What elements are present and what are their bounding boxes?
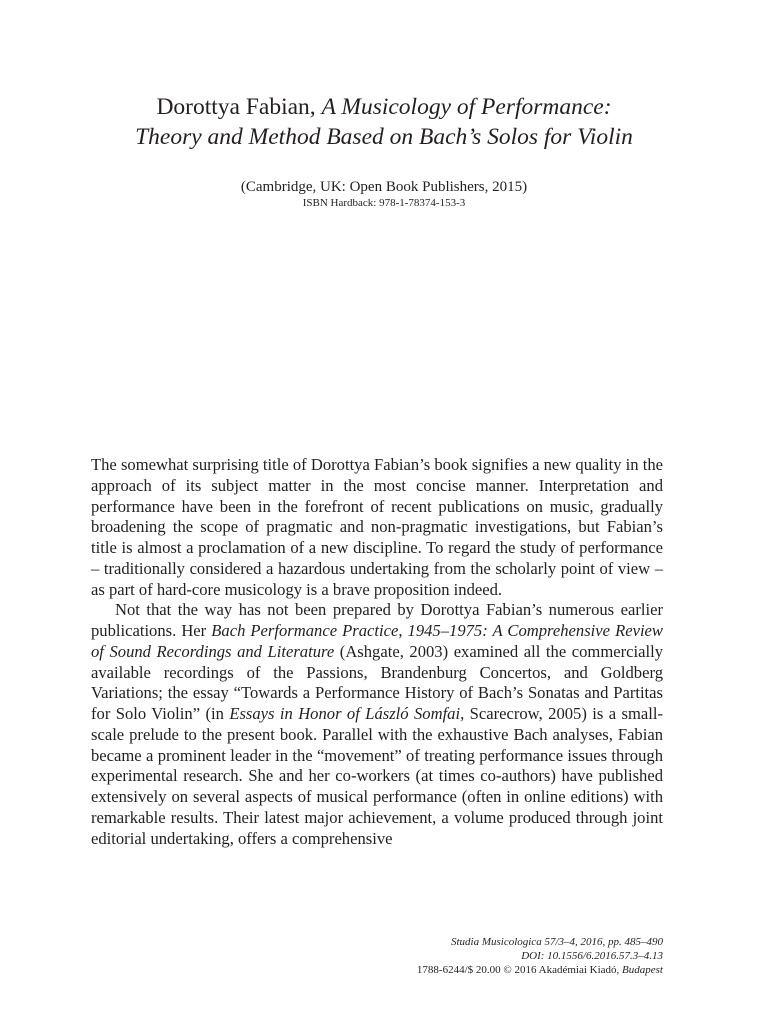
book-title-italic-1: Bach Performance Practice, 1945–1975: A Comprehensive Review of Sound Recordings and Literature: [91, 621, 663, 661]
paragraph-2-text-a: Not that the way has not been prepared by Dorottya Fabian’s numerous earlier publications. Her: [91, 600, 663, 640]
doi-line: DOI: 10.1556/6.2016.57.3–4.13: [521, 950, 663, 962]
book-title-italic-2: Essays in Honor of László Somfai: [229, 704, 461, 723]
citation-footer: [417, 935, 663, 977]
journal-citation: Studia Musicologica 57/3–4, 2016, pp. 485–490: [450, 936, 663, 948]
title-line-2: [40, 122, 728, 152]
copyright-line: [417, 963, 663, 977]
paragraph-2-text-b: (Ashgate, 2003) examined all the commercially available recordings of the Passions, Brandenburg Concertos, and Goldberg Variations; the essay “Towards a Performance History of Bach’s Sonatas and Partitas for Solo Violin” (in: [91, 641, 663, 723]
author-name: Dorottya Fabian,: [156, 94, 316, 120]
title-line-1: [40, 92, 728, 122]
publisher-city: Budapest: [622, 964, 663, 976]
paragraph-2: [91, 600, 663, 849]
review-body: [91, 455, 663, 849]
publisher-info: (Cambridge, UK: Open Book Publishers, 2015): [240, 179, 528, 195]
paragraph-1: The somewhat surprising title of Dorottya Fabian’s book signifies a new quality in the approach of its subject matter in the most concise manner. Interpretation and performance have been in the forefront of recent publications on music, gradually broadening the scope of pragmatic and non-pragmatic investigations, but Fabian’s title is almost a proclamation of a new discipline. To regard the study of performance – traditionally considered a hazardous undertaking from the scholarly point of view – as part of hard-core musicology is a brave proposition indeed.: [91, 455, 663, 599]
paragraph-2-text-c: , Scarecrow, 2005) is a small-scale prelude to the present book. Parallel with the exhaustive Bach analyses, Fabian became a prominent leader in the “movement” of treating performance issues through experimental research. She and her co-workers (at times co-authors) have published extensively on several aspects of musical performance (often in online editions) with remarkable results. Their latest major achievement, a volume produced through joint editorial undertaking, offers a comprehensive: [91, 704, 663, 848]
book-title-part1: A Musicology of Performance:: [321, 94, 612, 120]
review-title: [40, 92, 728, 152]
copyright-text: 1788-6244/$ 20.00 © 2016 Akadémiai Kiadó,: [416, 964, 623, 976]
isbn-info: ISBN Hardback: 978-1-78374-153-3: [302, 197, 466, 209]
book-title-part2: Theory and Method Based on Bach’s Solos for Violin: [135, 124, 633, 150]
